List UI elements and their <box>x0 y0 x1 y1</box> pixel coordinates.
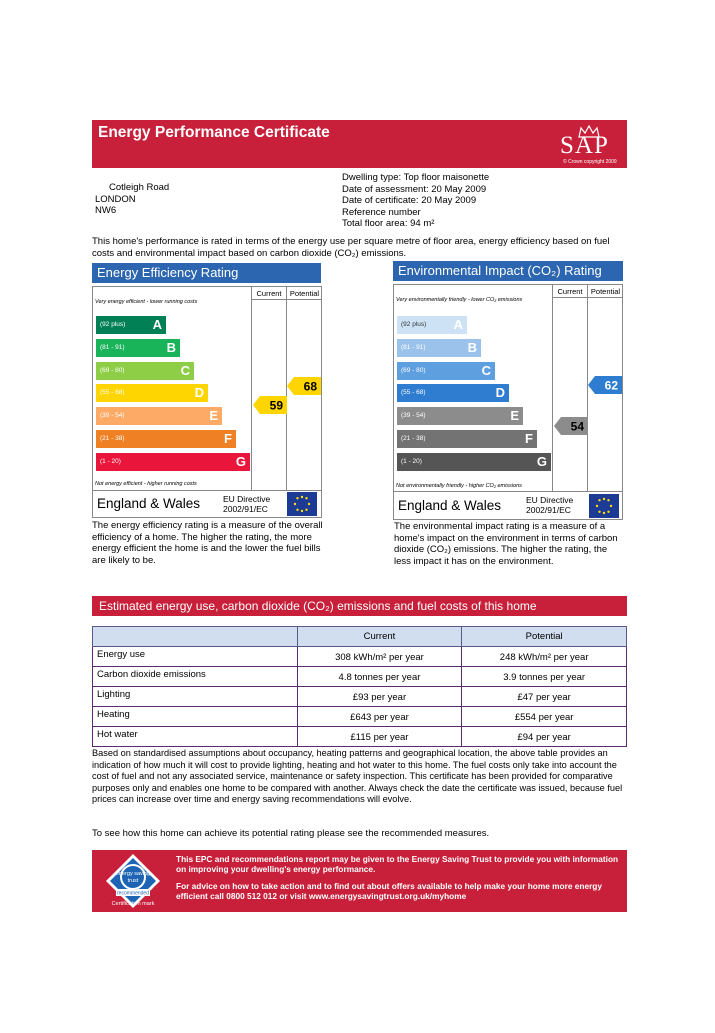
date-of-certificate: Date of certificate: 20 May 2009 <box>342 195 477 206</box>
table-row: Heating £643 per year £554 per year <box>93 707 627 727</box>
costs-header-current: Current <box>297 627 462 647</box>
rating-band-letter: C <box>180 362 190 378</box>
eu-directive-label: EU Directive 2002/91/EC <box>223 494 271 514</box>
efficiency-potential-pointer <box>287 377 321 395</box>
rating-band-c <box>96 362 194 380</box>
rating-band-g <box>397 453 551 471</box>
costs-table <box>92 626 627 747</box>
floor-area: Total floor area: 94 m² <box>342 218 435 229</box>
address-line-1: Cotleigh Road <box>109 182 170 193</box>
rating-band-d <box>96 384 208 402</box>
certification-mark-label: Certification mark <box>111 901 155 907</box>
recommended-measures-text: To see how this home can achieve its potential rating please see the recommended measures. <box>92 828 490 839</box>
table-row: Carbon dioxide emissions 4.8 tonnes per year 3.9 tonnes per year <box>93 667 627 687</box>
environmental-col-current: Current <box>552 285 587 298</box>
rating-band-range: (69 - 80) <box>401 366 426 374</box>
efficiency-chart-title: Energy Efficiency Rating <box>92 263 321 283</box>
sap-logo: SAP <box>560 132 609 159</box>
footer-line-1: This EPC and recommendations report may be given to the Energy Saving Trust to provide you with information on improving your dwelling's energy performance. <box>176 854 619 874</box>
rating-band-range: (1 - 20) <box>401 457 422 465</box>
environmental-current-pointer <box>554 417 588 435</box>
footer-line-2: For advice on how to take action and to find out about offers available to help make your home more energy efficient call 0800 512 012 or visit www.energysavingtrust.org.uk/myhome <box>176 881 602 901</box>
table-row: Lighting £93 per year £47 per year <box>93 687 627 707</box>
rating-band-letter: B <box>166 339 176 355</box>
reference-number: Reference number <box>342 206 421 218</box>
environmental-bands <box>397 316 553 476</box>
rating-band-letter: E <box>209 408 218 424</box>
costs-header-empty <box>93 627 298 647</box>
environmental-col-potential: Potential <box>587 285 623 298</box>
rating-band-b <box>96 339 180 357</box>
table-row: Hot water £115 per year £94 per year <box>93 727 627 747</box>
rating-band-letter: C <box>481 362 491 378</box>
england-wales-label: England & Wales <box>97 496 201 511</box>
address-line-2: LONDON <box>95 193 136 205</box>
rating-band-f <box>397 430 537 448</box>
svg-text:62: 62 <box>604 378 618 393</box>
efficiency-description: The energy efficiency rating is a measure of the overall efficiency of a home. The higher the rating, the more energy efficient the home is and the lower the fuel bills are likely to be. <box>92 520 323 566</box>
svg-text:recommended: recommended <box>117 890 149 897</box>
rating-band-f <box>96 430 236 448</box>
rating-band-letter: F <box>525 431 533 446</box>
rating-band-range: (55 - 68) <box>401 389 426 397</box>
rating-band-a <box>96 316 166 334</box>
efficiency-top-note: Very energy efficient - lower running costs <box>95 299 198 305</box>
svg-text:59: 59 <box>269 398 283 413</box>
rating-band-e <box>397 407 523 425</box>
date-of-assessment: Date of assessment: 20 May 2009 <box>342 183 487 195</box>
efficiency-col-current: Current <box>251 287 286 300</box>
efficiency-bands <box>96 316 252 476</box>
svg-text:68: 68 <box>303 379 317 394</box>
costs-header-potential: Potential <box>462 627 627 647</box>
environmental-potential-pointer <box>588 376 622 394</box>
eu-directive-label-env: EU Directive 2002/91/EC <box>526 495 574 515</box>
rating-band-b <box>397 339 481 357</box>
svg-text:energy saving: energy saving <box>115 871 151 877</box>
rating-band-e <box>96 407 222 425</box>
rating-band-range: (1 - 20) <box>100 457 121 465</box>
rating-band-g <box>96 453 250 471</box>
costs-section-title: Estimated energy use, carbon dioxide (CO₂) emissions and fuel costs of this home <box>92 596 627 616</box>
environmental-chart <box>393 284 623 520</box>
svg-text:54: 54 <box>570 419 584 434</box>
rating-band-letter: A <box>453 317 463 332</box>
copyright-text: © Crown copyright 2009 <box>563 159 617 165</box>
rating-band-range: (81 - 91) <box>401 343 426 351</box>
svg-text:trust: trust <box>127 878 139 884</box>
basis-text: Based on standardised assumptions about occupancy, heating patterns and geographical location, the above table provides an indication of how much it will cost to provide lighting, heating and hot water to this home. The fuel costs only take into account the cost of fuel and not any associated service, maintenance or safety inspection. This certificate has been provided for comparative purposes only and enables one home to be compared with another. Always check the date the certificate was issued, because fuel prices can increase over time and energy saving recommendations will evolve. <box>92 748 623 804</box>
rating-band-range: (81 - 91) <box>100 343 125 351</box>
page-title: Energy Performance Certificate <box>98 124 330 141</box>
rating-band-letter: A <box>152 317 162 332</box>
rating-band-a <box>397 316 467 334</box>
rating-band-range: (92 plus) <box>100 321 126 328</box>
environmental-description: The environmental impact rating is a measure of a home's impact on the environment in terms of carbon dioxide (CO₂) emissions. The higher the rating, the less impact it has on the environment. <box>394 521 618 567</box>
rating-band-range: (39 - 54) <box>401 412 426 420</box>
environmental-top-note: Very environmentally friendly - lower CO₂ emissions <box>396 297 523 303</box>
england-wales-label-env: England & Wales <box>398 498 502 513</box>
rating-band-letter: G <box>536 453 547 469</box>
address-line-3: NW6 <box>95 205 117 216</box>
eu-flag-icon <box>589 494 619 518</box>
efficiency-col-potential: Potential <box>286 287 322 300</box>
efficiency-bottom-note: Not energy efficient - higher running costs <box>95 481 197 487</box>
rating-band-letter: D <box>495 385 505 401</box>
efficiency-chart <box>92 286 322 518</box>
rating-band-range: (21 - 38) <box>401 435 426 442</box>
address-block <box>95 182 169 217</box>
rating-band-range: (21 - 38) <box>100 435 125 442</box>
details-block <box>342 172 489 230</box>
rating-band-letter: G <box>235 453 246 469</box>
rating-band-range: (39 - 54) <box>100 412 125 420</box>
rating-band-letter: D <box>194 385 204 401</box>
rating-band-range: (55 - 68) <box>100 389 125 397</box>
rating-band-d <box>397 384 509 402</box>
rating-band-letter: E <box>510 408 519 424</box>
efficiency-current-pointer <box>253 396 287 414</box>
dwelling-type: Dwelling type: Top floor maisonette <box>342 172 490 183</box>
rating-band-range: (69 - 80) <box>100 366 125 374</box>
footer-text <box>176 854 621 901</box>
rating-band-letter: B <box>467 339 477 355</box>
rating-band-letter: F <box>224 431 232 446</box>
environmental-chart-title: Environmental Impact (CO₂) Rating <box>393 261 623 281</box>
rating-band-range: (92 plus) <box>401 321 427 328</box>
eu-flag-icon <box>287 492 317 516</box>
environmental-bottom-note: Not environmentally friendly - higher CO₂ emissions <box>396 483 522 489</box>
rating-band-c <box>397 362 495 380</box>
intro-text: This home's performance is rated in terms of the energy use per square metre of floor area, energy efficiency based on fuel costs and environmental impact based on carbon dioxide (CO₂) emissions. <box>92 236 610 259</box>
table-row: Energy use 308 kWh/m² per year 248 kWh/m² per year <box>93 647 627 667</box>
